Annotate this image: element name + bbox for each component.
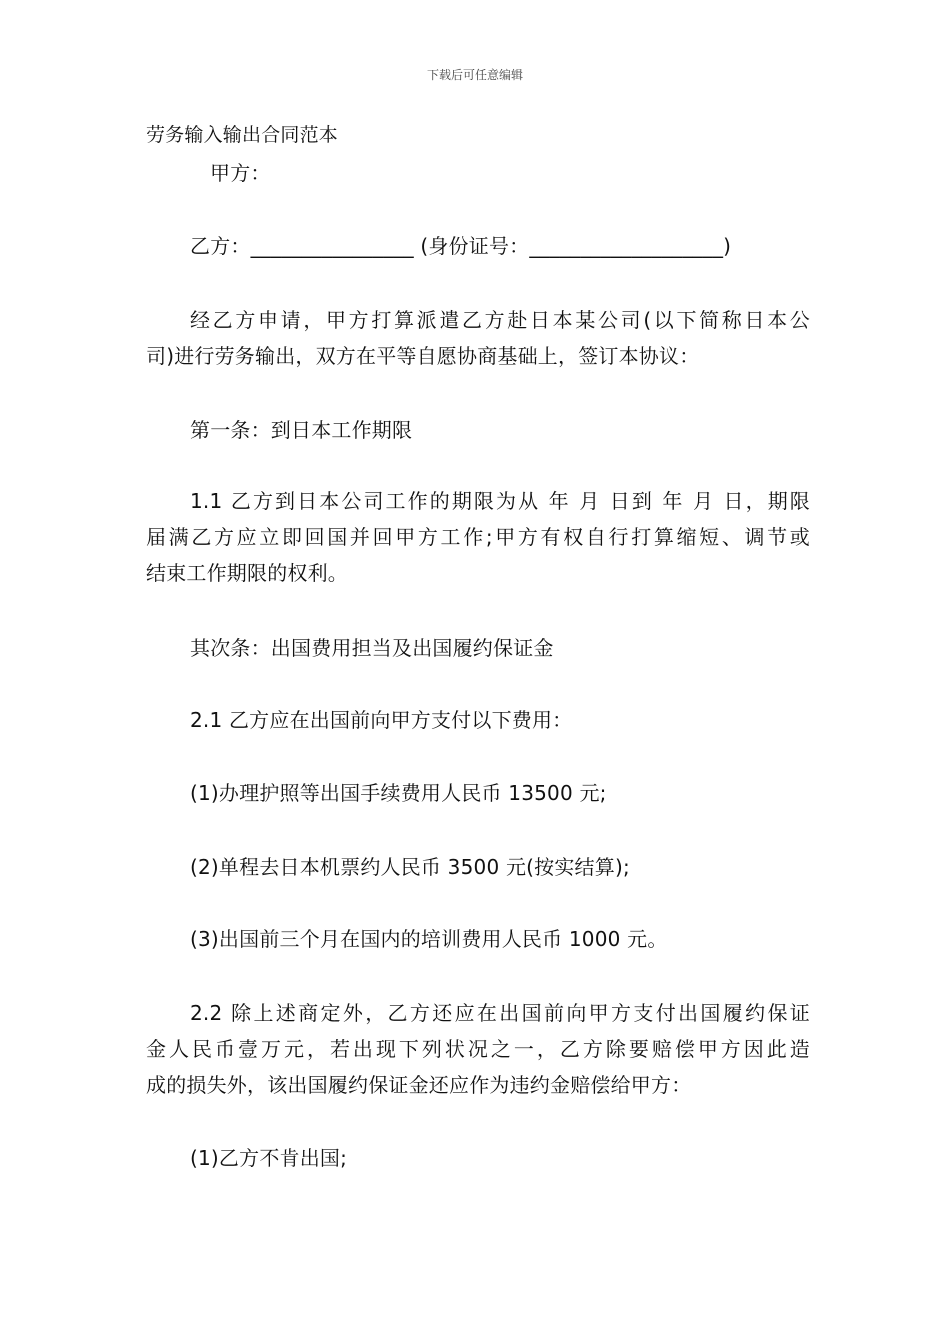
clause-1-1-line-3: 结束工作期限的权利。 xyxy=(146,561,348,585)
condition-item-1: (1)乙方不肯出国; xyxy=(190,1146,348,1170)
clause-2-2-line-2: 金人民币壹万元，若出现下列状况之一，乙方除要赔偿甲方因此造 xyxy=(146,1037,810,1061)
page-header: 下载后可任意编辑 xyxy=(426,68,523,82)
party-b-line: 乙方：________________ (身份证号：___________________) xyxy=(190,234,732,258)
clause-1-1-line-1: 1.1 乙方到日本公司工作的期限为从 年 月 日到 年 月 日，期限 xyxy=(190,489,810,513)
clause-2-2-line-3: 成的损失外，该出国履约保证金还应作为违约金赔偿给甲方： xyxy=(146,1073,692,1097)
fee-item-2: (2)单程去日本机票约人民币 3500 元(按实结算); xyxy=(190,855,630,879)
clause-2-2-line-1: 2.2 除上述商定外，乙方还应在出国前向甲方支付出国履约保证 xyxy=(190,1001,810,1025)
fee-item-1: (1)办理护照等出国手续费用人民币 13500 元; xyxy=(190,781,607,805)
clause-1-1-line-2: 届满乙方应立即回国并回甲方工作;甲方有权自行打算缩短、调节或 xyxy=(146,525,810,549)
document-title: 劳务输入输出合同范本 xyxy=(146,124,339,146)
clause-2-1: 2.1 乙方应在出国前向甲方支付以下费用： xyxy=(190,708,573,732)
intro-line-1: 经乙方申请，甲方打算派遣乙方赴日本某公司(以下简称日本公 xyxy=(190,308,810,332)
party-a-label: 甲方： xyxy=(210,161,271,185)
intro-line-2: 司)进行劳务输出，双方在平等自愿协商基础上，签订本协议： xyxy=(146,344,700,368)
article-1-title: 第一条：到日本工作期限 xyxy=(190,418,413,442)
fee-item-3: (3)出国前三个月在国内的培训费用人民币 1000 元。 xyxy=(190,927,668,951)
article-2-title: 其次条：出国费用担当及出国履约保证金 xyxy=(190,636,554,660)
